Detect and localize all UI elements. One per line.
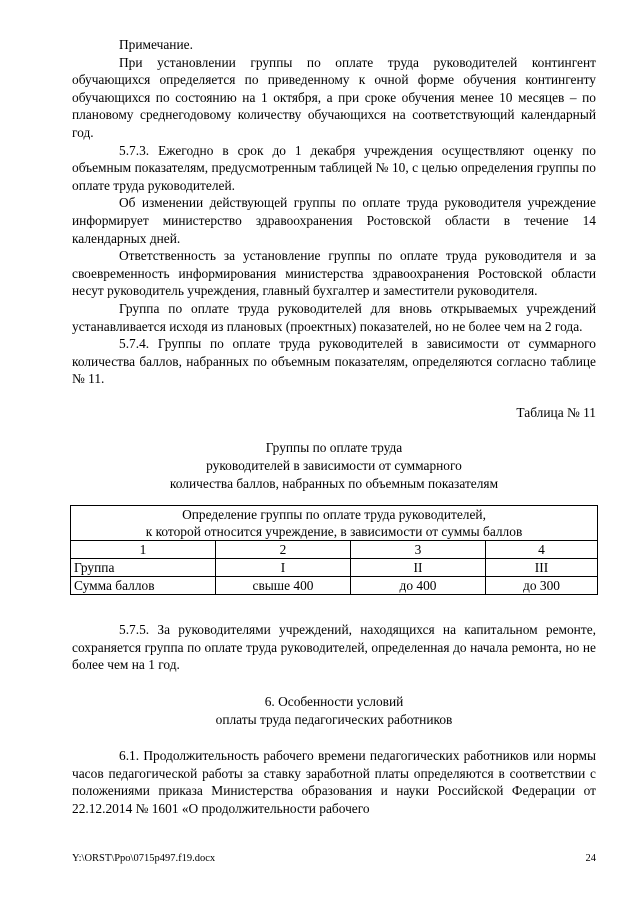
table-cell: до 400 — [351, 577, 486, 595]
table-title-line-2: руководителей в зависимости от суммарного — [206, 458, 462, 474]
paragraph-6-1: 6.1. Продолжительность рабочего времени педагогических работников или нормы часов педагогической работы за ставку заработной платы определяются в соответствии с положениями приказа Министерства образования и науки Российской Федерации от 22.12.2014 № 1601 «О продолжительности рабочего — [72, 748, 596, 816]
table-title-line-1: Группы по оплате труда — [265, 440, 403, 456]
table-header-cell — [71, 506, 598, 541]
page-footer — [72, 853, 596, 865]
table-cell: I — [216, 559, 351, 577]
note-title: Примечание. — [119, 37, 193, 52]
table-header-line-2: к которой относится учреждение, в зависимости от суммы баллов — [145, 524, 523, 540]
file-path: Y:\ORST\Ppo\0715p497.f19.docx — [72, 853, 216, 864]
table-cell: 4 — [486, 541, 598, 559]
page-number: 24 — [585, 853, 596, 864]
paragraph-note: При установлении группы по оплате труда руководителей контингент обучающихся определяется по приведенному к очной форме обучения контингенту обучающихся по состоянию на 1 октября, а при сроке обучения менее 10 месяцев – по плановому среднегодовому количеству обучающихся на соответствующий календарный год. — [72, 54, 596, 140]
paragraph-5-7-4: 5.7.4. Группы по оплате труда руководителей в зависимости от суммарного количества баллов, набранных по объемным показателям, определяются согласно таблице № 11. — [72, 336, 596, 387]
table-cell: III — [486, 559, 598, 577]
table-title-line-3: количества баллов, набранных по объемным показателям — [169, 475, 499, 491]
paragraph-group-change: Об изменении действующей группы по оплате труда руководителя учреждение информирует министерство здравоохранения Ростовской области в течение 14 календарных дней. — [72, 195, 596, 246]
table-cell: II — [351, 559, 486, 577]
groups-table — [70, 505, 598, 595]
table-row — [71, 577, 598, 595]
table-cell: Сумма баллов — [71, 577, 216, 595]
table-cell: свыше 400 — [216, 577, 351, 595]
paragraph-new-institutions: Группа по оплате труда руководителей для вновь открываемых учреждений устанавливается исходя из плановых (проектных) показателей, но не более чем на 2 года. — [72, 300, 596, 334]
document-page — [72, 36, 596, 818]
paragraph-5-7-3: 5.7.3. Ежегодно в срок до 1 декабря учреждения осуществляют оценку по объемным показателям, предусмотренным таблицей № 10, с целью определения группы по оплате труда руководителей. — [72, 142, 596, 193]
table-cell: до 300 — [486, 577, 598, 595]
section-title-line-2: оплаты труда педагогических работников — [215, 711, 453, 727]
section-heading — [72, 693, 596, 728]
table-header-row — [71, 506, 598, 541]
table-header-line-1: Определение группы по оплате труда руководителей, — [182, 507, 486, 523]
paragraph-5-7-5: 5.7.5. За руководителями учреждений, находящихся на капитальном ремонте, сохраняется группа по оплате труда руководителей, определенная до начала ремонта, но не более чем на 1 год. — [72, 622, 596, 673]
table-row — [71, 541, 598, 559]
section-title-line-1: 6. Особенности условий — [264, 694, 404, 710]
table-cell: 3 — [351, 541, 486, 559]
paragraph-responsibility: Ответственность за установление группы по оплате труда руководителя и за своевременность информирования министерства здравоохранения Ростовской области несут руководитель учреждения, главный бухгалтер и заместители руководителя. — [72, 248, 596, 299]
table-label: Таблица № 11 — [516, 404, 596, 420]
table-row — [71, 559, 598, 577]
table-cell: 1 — [71, 541, 216, 559]
table-title — [72, 439, 596, 492]
table-cell: 2 — [216, 541, 351, 559]
table-cell: Группа — [71, 559, 216, 577]
